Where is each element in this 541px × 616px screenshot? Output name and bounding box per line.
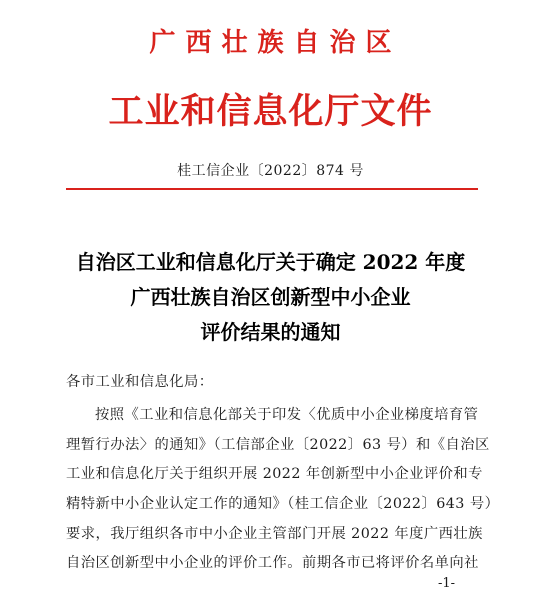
page-number: -1- xyxy=(438,576,456,591)
body-line: 要求，我厅组织各市中小企业主管部门开展 2022 年度广西壮族 xyxy=(66,526,483,542)
document-title-line-2: 广西壮族自治区创新型中小企业 xyxy=(130,285,411,309)
body-line: 按照《工业和信息化部关于印发〈优质中小企业梯度培育管 xyxy=(95,407,479,423)
issuing-office-header: 工业和信息化厅文件 xyxy=(108,91,433,132)
body-line: 自治区创新型中小企业的评价工作。前期各市已将评价名单向社 xyxy=(66,555,479,571)
document-number: 桂工信企业〔2022〕874 号 xyxy=(177,163,364,179)
red-separator-line xyxy=(66,188,478,190)
body-line: 工业和信息化厅关于组织开展 2022 年创新型中小企业评价和专 xyxy=(66,466,483,482)
body-line: 理暂行办法〉的通知》（工信部企业〔2022〕63 号）和《自治区 xyxy=(66,437,490,453)
issuing-region-header: 广西壮族自治区 xyxy=(149,28,402,58)
salutation: 各市工业和信息化局： xyxy=(66,374,214,390)
document-title-line-3: 评价结果的通知 xyxy=(200,320,341,344)
document-title-line-1: 自治区工业和信息化厅关于确定 2022 年度 xyxy=(75,250,466,274)
body-line: 精特新中小企业认定工作的通知》（桂工信企业〔2022〕643 号） xyxy=(66,496,500,512)
